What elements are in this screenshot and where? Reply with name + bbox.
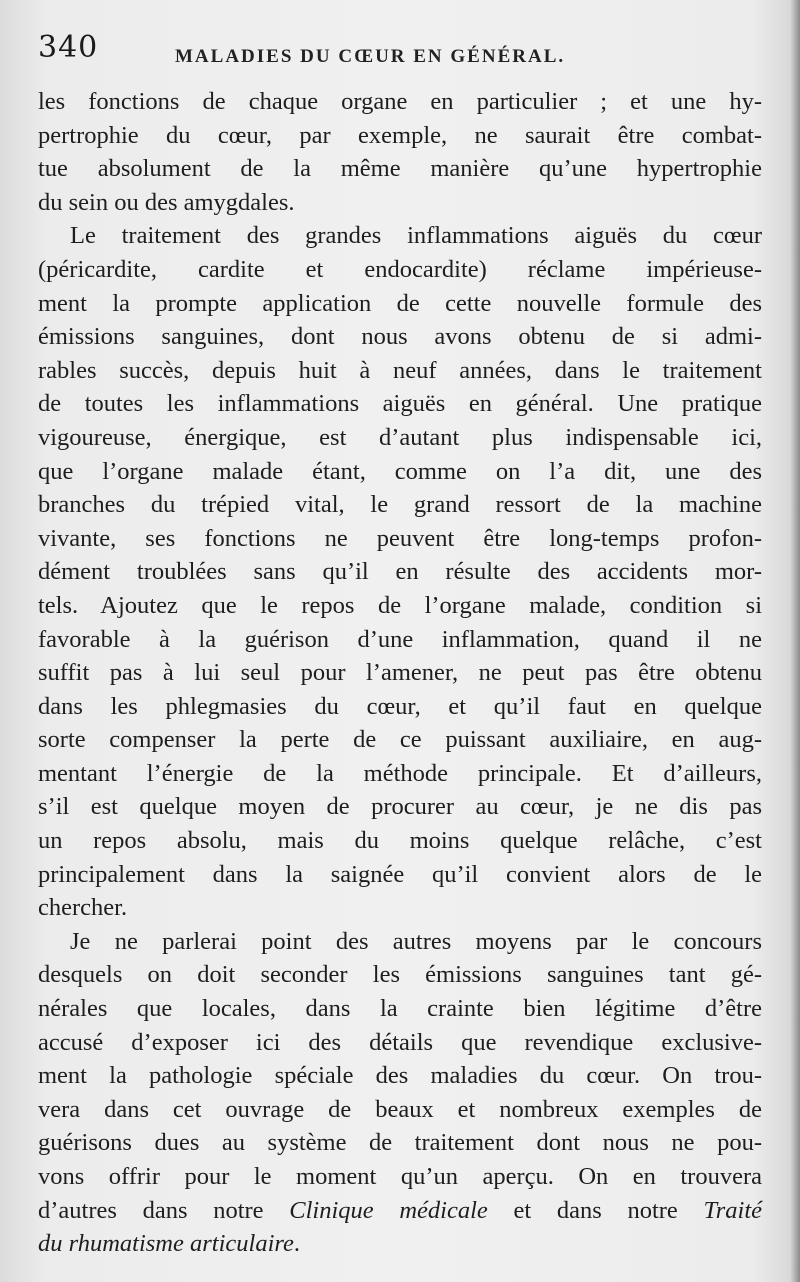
text-line: s’il est quelque moyen de procurer au cœur, je ne dis pas [38, 793, 762, 821]
text-line: mentant l’énergie de la méthode principale. Et d’ailleurs, [38, 759, 762, 787]
text-line: guérisons dues au système de traitement dont nous ne pou- [38, 1129, 762, 1157]
text-line: rables succès, depuis huit à neuf années, dans le traitement [38, 356, 762, 384]
text-line: suffit pas à lui seul pour l’amener, ne peut pas être obtenu [38, 659, 762, 687]
text-line: vera dans cet ouvrage de beaux et nombreux exemples de [38, 1095, 762, 1123]
text-line: vigoureuse, énergique, est d’autant plus indispensable ici, [38, 423, 762, 451]
text-line: Le traitement des grandes inflammations aiguës du cœur [70, 222, 762, 250]
text-line: branches du trépied vital, le grand ressort de la machine [38, 491, 762, 519]
page-number: 340 [38, 30, 99, 65]
running-head: MALADIES DU CŒUR EN GÉNÉRAL. [175, 46, 566, 67]
text-line: dans les phlegmasies du cœur, et qu’il faut en quelque [38, 692, 762, 720]
text-line: tels. Ajoutez que le repos de l’organe malade, condition si [38, 591, 762, 619]
text-line: les fonctions de chaque organe en particulier ; et une hy- [38, 88, 762, 115]
text-line: nérales que locales, dans la crainte bien légitime d’être [38, 995, 762, 1023]
text-line: favorable à la guérison d’une inflammation, quand il ne [38, 625, 762, 653]
text-line: du sein ou des amygdales. [38, 188, 295, 216]
text-line: dément troublées sans qu’il en résulte des accidents mor- [38, 558, 762, 586]
page-edge-shadow [790, 0, 800, 1282]
page-header [38, 30, 768, 70]
text-line: Je ne parlerai point des autres moyens par le concours [70, 927, 762, 955]
text-line: chercher. [38, 894, 128, 922]
italic-title-clinique: Clinique médicale [289, 1196, 488, 1224]
text-line: pertrophie du cœur, par exemple, ne saurait être combat- [38, 121, 762, 149]
text-line: sorte compenser la perte de ce puissant auxiliaire, en aug- [38, 726, 762, 754]
text-line-final [38, 1227, 762, 1261]
text-line-with-italics [38, 1194, 762, 1228]
text-line: vivante, ses fonctions ne peuvent être long-temps profon- [38, 524, 762, 552]
text-run: et dans notre [513, 1196, 678, 1224]
text-line: vons offrir pour le moment qu’un aperçu. On en trouvera [38, 1163, 762, 1190]
body-text [38, 85, 762, 1261]
text-line: (péricardite, cardite et endocardite) réclame impérieuse- [38, 255, 762, 283]
text-line: ment la prompte application de cette nouvelle formule des [38, 289, 762, 317]
text-line: tue absolument de la même manière qu’une hypertrophie [38, 155, 762, 183]
text-line: que l’organe malade étant, comme on l’a dit, une des [38, 457, 762, 485]
text-line: accusé d’exposer ici des détails que revendique exclusive- [38, 1028, 762, 1056]
italic-title-rhumatisme: du rhumatisme articulaire [38, 1230, 294, 1258]
text-line: ment la pathologie spéciale des maladies du cœur. On trou- [38, 1062, 762, 1090]
text-line: principalement dans la saignée qu’il convient alors de le [38, 860, 762, 888]
text-run: d’autres dans notre [38, 1196, 264, 1224]
italic-title-traite: Traité [703, 1196, 763, 1224]
end-punctuation: . [293, 1230, 301, 1258]
text-line: émissions sanguines, dont nous avons obtenu de si admi- [38, 323, 762, 351]
text-line: de toutes les inflammations aiguës en général. Une pratique [38, 390, 762, 418]
text-line: desquels on doit seconder les émissions sanguines tant gé- [38, 961, 762, 989]
text-line: un repos absolu, mais du moins quelque relâche, c’est [38, 827, 762, 855]
